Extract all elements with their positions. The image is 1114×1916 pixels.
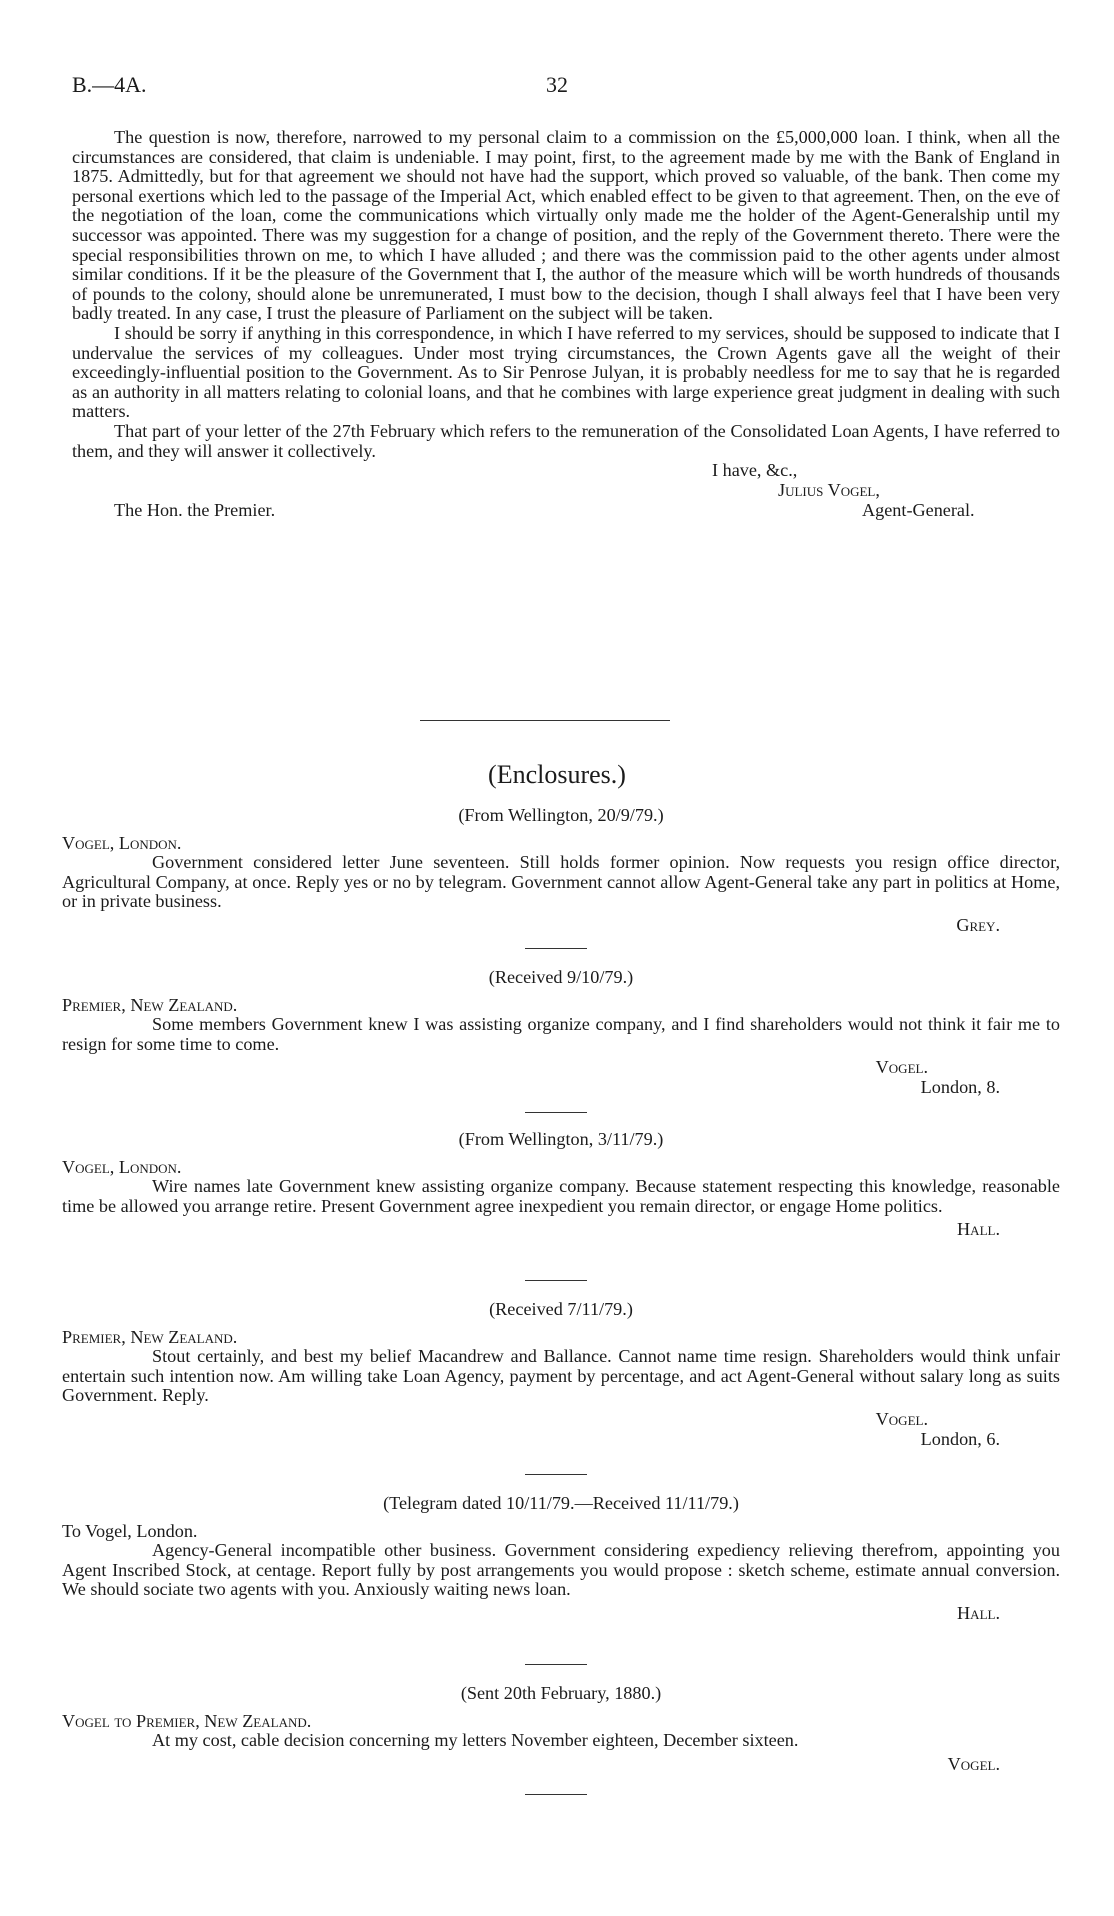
telegram [62,806,1060,936]
telegram-divider [525,1112,587,1113]
letter-body [72,128,1060,521]
closing-divider [525,1794,587,1795]
telegram-date: (From Wellington, 20/9/79.) [458,805,664,825]
telegram [62,1684,1060,1774]
telegram-signature: Vogel. [947,1753,1000,1774]
letter-paragraph: The question is now, therefore, narrowed to my personal claim to a commission on the £5,000,000 loan. I think, when all the circumstances are considered, that claim is undeniable. I may point, first, to the agreement made by me with the Bank of England in 1875. Admittedly, but for that agreement we should not have had the support, which proved so valuable, of the bank. Then come my personal exertions which led to the passage of the Imperial Act, which enabled effect to be given to that agreement. Then, on the eve of the negotiation of the loan, come the communications which virtually only made me the holder of the Agent-Generalship until my successor was appointed. There was my suggestion for a change of position, and the reply of the Government thereto. There were the special responsibilities thrown on me, to which I have alluded ; and there was the commission paid to the other agents under almost similar conditions. If it be the pleasure of the Government that I, the author of the measure which will be worth hundreds of thousands of pounds to the colony, should alone be unremunerated, I must bow to the decision, though I shall always feel that I have been very badly treated. In any case, I trust the pleasure of Parliament on the subject will be taken. [72,127,1060,324]
closing-formula: I have, &c., [712,460,798,481]
telegram-recipient: Vogel to Premier, New Zealand. [62,1710,312,1731]
signer-title: Agent-General. [862,500,975,521]
enclosures-heading: (Enclosures.) [488,760,626,789]
telegram-body: Wire names late Government knew assisting organize company. Because statement respecting this knowledge, reasonable time be allowed you arrange retire. Present Government agree inexpedient you remain director, or engage Home politics. [62,1176,1060,1216]
telegram-body: Stout certainly, and best my belief Macandrew and Ballance. Cannot name time resign. Shareholders would think unfair entertain such intention now. Am willing take Loan Agency, payment by percentage, and act Agent-General without salary long as suits Government. Reply. [62,1346,1060,1406]
telegram-date: (Received 7/11/79.) [489,1299,633,1319]
telegram-location: London, 8. [920,1076,1000,1097]
telegram-recipient: To Vogel, London. [62,1520,198,1541]
section-divider [420,720,670,721]
telegram-date: (Received 9/10/79.) [488,967,634,987]
telegram-body: Agency-General incompatible other business. Government considering expediency relieving therefrom, appointing you Agent Inscribed Stock, at centage. Report fully by post arrangements you would propose : sketch scheme, estimate annual conversion. We should sociate two agents with you. Anxiously waiting news loan. [62,1540,1060,1600]
telegram-date: (Sent 20th February, 1880.) [460,1683,662,1703]
telegram-signature: Grey. [956,914,1000,935]
telegram-location: London, 6. [920,1428,1000,1449]
telegram-signature: Vogel. [875,1408,928,1429]
telegram [62,1494,1060,1624]
telegram [62,1300,1060,1449]
telegram-body: Government considered letter June seventeen. Still holds former opinion. Now requests you resign office director, Agricultural Company, at once. Reply yes or no by telegram. Government cannot allow Agent-General take any part in politics at Home, or in private business. [62,852,1060,912]
telegram-recipient: Premier, New Zealand. [62,1326,238,1347]
letter-paragraph: That part of your letter of the 27th February which refers to the remuneration of the Consolidated Loan Agents, I have referred to them, and they will answer it collectively. [72,420,1060,461]
telegram-date: (Telegram dated 10/11/79.—Received 11/11/79.) [383,1493,739,1513]
telegram-divider [525,1280,587,1281]
document-reference: B.—4A. [72,72,147,97]
telegram-body: Some members Government knew I was assisting organize company, and I find shareholders would not think it fair me to resign for some time to come. [62,1014,1060,1054]
telegram-recipient: Vogel, London. [62,1156,182,1177]
telegram-body: At my cost, cable decision concerning my letters November eighteen, December sixteen. [152,1730,799,1751]
signer-name: Julius Vogel, [778,480,880,501]
telegram-signature: Hall. [957,1219,1000,1240]
telegram-date: (From Wellington, 3/11/79.) [458,1129,664,1149]
telegram-recipient: Premier, New Zealand. [62,994,238,1015]
telegram [62,968,1060,1098]
telegram-divider [525,1474,587,1475]
telegram-signature: Hall. [957,1602,1000,1623]
letter-signoff [72,461,1060,521]
addressee: The Hon. the Premier. [114,500,276,521]
letter-paragraph: I should be sorry if anything in this correspondence, in which I have referred to my services, should be supposed to indicate that I undervalue the services of my colleagues. Under most trying circumstances, the Crown Agents gave all the weight of their exceedingly-influential position to the Government. As to Sir Penrose Julyan, it is probably needless for me to say that he is regarded as an authority in all matters relating to colonial loans, and that he combines with large experience great judgment in dealing with such matters. [72,322,1060,422]
telegram-signature: Vogel. [875,1057,928,1078]
telegram-divider [525,948,587,949]
telegram [62,1130,1060,1240]
page-number: 32 [546,72,568,97]
telegram-divider [525,1664,587,1665]
telegram-recipient: Vogel, London. [62,832,182,853]
